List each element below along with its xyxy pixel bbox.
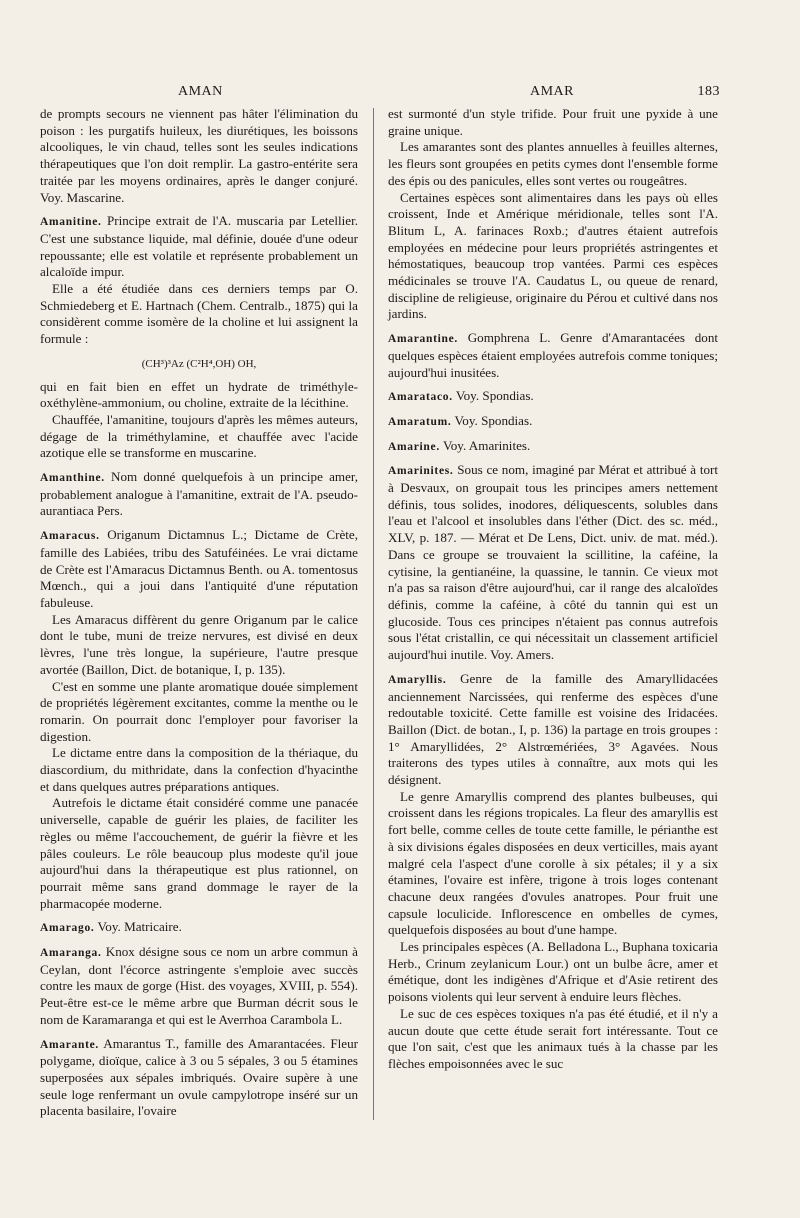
entry-text: Voy. Matricaire. (97, 919, 182, 935)
paragraph: Les principales espèces (A. Belladona L., Buphana toxicaria Herb., Crinum zeylanicum Lour.) ont un bulbe âcre, amer et émétique, dont les indigènes d'Afrique et d'Asie retirent des poisons violents qui leur servent à enduire leurs flèches. (388, 939, 718, 1005)
paragraph: Le suc de ces espèces toxiques n'a pas été étudié, et il n'y a aucun doute que cette étude serait fort intéressante. Tout ce que l'on sait, c'est que les animaux tués à la chasse par les flèches empoisonnées avec le suc (388, 1005, 718, 1071)
chemical-formula: (CH³)³Az (C²H⁴,OH) OH, (141, 357, 257, 370)
entry-amarinites (388, 462, 718, 663)
paragraph: Autrefois le dictame était considéré comme une panacée universelle, capable de guérir les plaies, de faciliter les règles ou même l'accouchement, de guérir la fièvre et les pâles couleurs. Le rôle beaucoup plus modeste qu'il joue aujourd'hui dans la thérapeutique est plus rationnel, on pourrait même sans grand dommage le rayer de la pharmacopée moderne. (40, 795, 358, 911)
page-number: 183 (697, 84, 720, 99)
headword: Amaranga. (40, 947, 102, 960)
entry-amaratum (388, 413, 718, 431)
paragraph: Les Amaracus diffèrent du genre Origanum par le calice dont le tube, muni de treize nervures, est divisé en deux lèvres, l'une très longue, la supérieure, l'autre presque avortée (Baillon, Dict. de botanique, I, p. 135). (40, 611, 358, 677)
entry-text: Sous ce nom, imaginé par Mérat et attribué à tort à Desvaux, on groupait tous les principes amers nettement définis, tous solides, inodores, déliquescents, solubles dans l'eau et l'alcool et insolubles dans l'éther (Dict. des sc. méd., XLV, p. 187. — Mérat et De Lens, Dict. univ. de mat. méd.). Dans ce groupe se trouvaient la scillitine, la caféine, la cytisine, la gentianéine, la quassine, le tannin. Ce vieux mot n'a pas sa raison d'être aujourd'hui, car il range des alcaloïdes définis, comme la caféine, à côté du tannin qui est un glucoside. Tous ces principes n'étaient pas connus autrefois sous l'état cristallin, ce qui nécessitait un classement artificiel aujourd'hui inutile. Voy. Amers. (388, 462, 719, 663)
entry-amaracus (40, 527, 358, 612)
running-header-right: AMAR (530, 84, 575, 99)
headword: Amaratum. (388, 415, 452, 428)
entry-text: Voy. Spondias. (454, 412, 533, 428)
paragraph: C'est en somme une plante aromatique douée simplement de propriétés légèrement excitantes, comme la menthe ou le romarin. On pourrait donc l'employer pour favoriser la digestion. (40, 678, 358, 744)
headword: Amanitine. (40, 216, 102, 229)
headword: Amarine. (388, 440, 440, 453)
entry-text: Nom donné quelquefois à un principe amer, probablement analogue à l'amanitine, extrait de l'A. pseudo-aurantiaca Pers. (40, 469, 358, 519)
paragraph: Chauffée, l'amanitine, toujours d'après les mêmes auteurs, dégage de la triméthylamine, et chauffée avec l'acide azotique elle se transforme en muscarine. (40, 411, 358, 461)
entry-text: Gomphrena L. Genre d'Amarantacées dont quelques espèces étaient employées autrefois comme toniques; aujourd'hui inusitées. (388, 330, 719, 380)
entry-amarine (388, 438, 718, 456)
entry-amaranga (40, 944, 358, 1029)
entry-amarante (40, 1036, 358, 1121)
paragraph: Elle a été étudiée dans ces derniers temps par O. Schmiedeberg et E. Hartnach (Chem. Centralb., 1875) qui la considèrent comme isomère de la choline et lui assignent la formule : (40, 281, 358, 347)
entry-amarataco (388, 388, 718, 406)
headword: Amarataco. (388, 391, 453, 404)
paragraph: Certaines espèces sont alimentaires dans les pays où elles croissent, Inde et Amérique méridionale, telles sont l'A. Blitum L, A. farinaces Roxb.; d'autres étaient autrefois employées en médecine pour leurs propriétés astringentes et hémostatiques, beaucoup trop vantées. Parmi ces espèces médicinales se trouve l'A. Caudatus L, ou queue de renard, discipline de religieuse, originaire du Pérou et cultivé dans nos jardins. (388, 189, 718, 322)
headword: Amarante. (40, 1038, 99, 1051)
entry-text: Principe extrait de l'A. muscaria par Letellier. C'est une substance liquide, mal définie, douée d'une odeur repoussante; elle est volatile et représente probablement un alcaloïde impur. (40, 213, 358, 280)
entry-amanitine (40, 213, 358, 281)
paragraph: qui en fait bien en effet un hydrate de triméthyle-oxéthylène-ammonium, ou choline, extraite de la lécithine. (40, 378, 358, 411)
paragraph: est surmonté d'un style trifide. Pour fruit une pyxide à une graine unique. (388, 106, 718, 138)
column-divider (373, 108, 374, 1120)
left-column (40, 106, 358, 1120)
entry-amanthine (40, 469, 358, 520)
right-column (388, 106, 718, 1073)
entry-text: Voy. Amarinites. (442, 437, 531, 453)
running-header-left: AMAN (178, 84, 223, 99)
entry-text: Voy. Spondias. (455, 388, 534, 404)
entry-text: Knox désigne sous ce nom un arbre commun à Ceylan, dont l'écorce astringente s'emploie avec succès contre les maux de gorge (Hist. des voyages, XVIII, p. 554). Peut-être est-ce le même arbre que Burman décrit sous le nom de Karamaranga et qui est le Averrhoa Carambola L. (40, 944, 358, 1027)
paragraph: Les amarantes sont des plantes annuelles à feuilles alternes, les fleurs sont groupées en petits cymes dont l'ensemble forme des épis ou des panicules, elles sont vertes ou rougeâtres. (388, 139, 718, 188)
headword: Amanthine. (40, 472, 105, 485)
paragraph: Le dictame entre dans la composition de la thériaque, du diascordium, du mithridate, dans la confection d'hyacinthe et dans quelques autres préparations antiques. (40, 745, 358, 794)
headword: Amaryllis. (388, 673, 447, 686)
headword: Amarantine. (388, 333, 458, 346)
headword: Amaracus. (40, 530, 100, 543)
entry-amarago (40, 919, 358, 937)
entry-amaryllis (388, 671, 718, 789)
paragraph: de prompts secours ne viennent pas hâter l'élimination du poison : les purgatifs huileux, les diurétiques, les boissons alcooliques, le vin chaud, telles sont les seules indications thérapeutiques que l'on doit remplir. La gastro-entérite sera traitée par les moyens ordinaires, après le danger conjuré. Voy. Mascarine. (40, 106, 358, 205)
entry-text: Genre de la famille des Amaryllidacées anciennement Narcissées, qui renferme des espèces d'une redoutable toxicité. Cette famille est voisine des Iridacées. Baillon (Dict. de botan., I, p. 136) la partage en trois groupes : 1° Amaryllidées, 2° Alstrœmériées, 3° Agavées. Nous traiterons des types utiles à connaître, aux mots qui les désignent. (388, 670, 718, 788)
paragraph: Le genre Amaryllis comprend des plantes bulbeuses, qui croissent dans les régions tropicales. La fleur des amaryllis est fort belle, comme celles de toute cette famille, le périanthe est à six divisions égales disposées en deux verticilles, mais ayant malgré cela l'aspect d'une corolle à six pétales; il y a six étamines, l'ovaire est infère, trigone à trois loges contenant chacune deux rangées d'ovules anatropes. Pour fruit une capsule loculicide. Inflorescence en ombelles de cymes, quelquefois disposées au bout d'une hampe. (388, 788, 718, 938)
headword: Amarinites. (388, 465, 454, 478)
entry-amarantine (388, 330, 718, 381)
entry-text: Origanum Dictamnus L.; Dictame de Crète, famille des Labiées, tribu des Satuféinées. Le vrai dictame de Crète est l'Amaracus Dictamnus Benth. ou A. tomentosus Mœnch., qui a joui dans l'antiquité d'une réputation fabuleuse. (40, 527, 358, 610)
entry-text: Amarantus T., famille des Amarantacées. Fleur polygame, dioïque, calice à 3 ou 5 sépales, 3 ou 5 étamines superposées aux sépales imbriqués. Ovaire supère à une seule loge renfermant un ovule campylotrope inséré sur un placenta basilaire, l'ovaire (40, 1035, 358, 1119)
headword: Amarago. (40, 922, 95, 935)
